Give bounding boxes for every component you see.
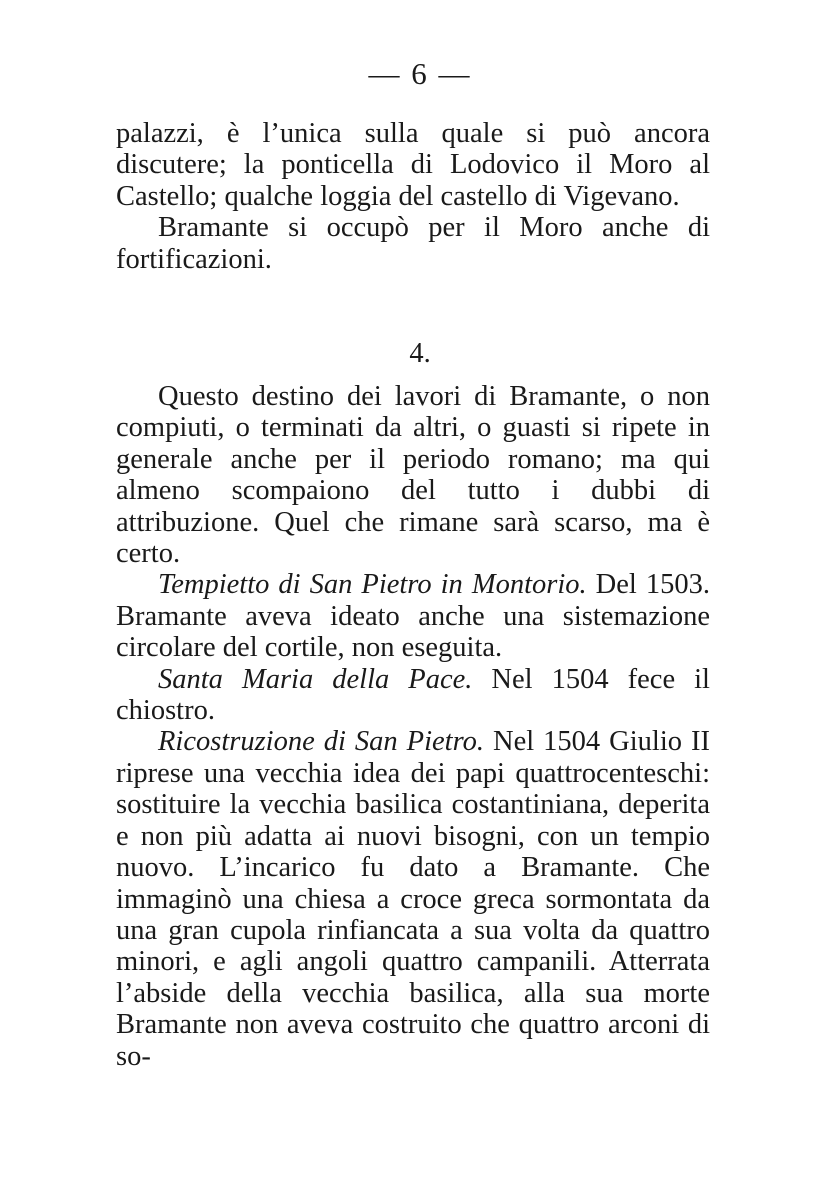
paragraph-destino: Questo destino dei lavori di Bramante, o non compiuti, o terminati da altri, o guasti si ripete in generale anche per il periodo romano; ma qui almeno scompaiono del tutto i dubbi di attribuzione. Quel che rimane sarà scarso, ma è certo.	[116, 381, 710, 570]
paragraph-ricostruzione	[116, 726, 710, 1071]
paragraph-continuation: palazzi, è l’unica sulla quale si può ancora discutere; la ponticella di Lodovico il Moro al Castello; qualche loggia del castello di Vigevano.	[116, 118, 710, 212]
paragraph-santa-maria-text: Nel 1504 fece il chiostro.	[116, 663, 710, 727]
work-title-tempietto: Tempietto di San Pietro in Montorio.	[158, 569, 587, 601]
text-block-lower	[116, 381, 710, 1072]
paragraph-santa-maria	[116, 664, 710, 727]
work-title-santa-maria: Santa Maria della Pace.	[158, 663, 473, 695]
page-number: — 6 —	[368, 56, 472, 91]
paragraph-fortificazioni: Bramante si occupò per il Moro anche di fortificazioni.	[116, 212, 710, 275]
work-title-ricostruzione: Ricostruzione di San Pietro.	[158, 726, 484, 758]
section-number: 4.	[409, 338, 431, 369]
text-block-upper	[116, 118, 710, 275]
paragraph-tempietto-text: Del 1503. Bramante aveva ideato anche una sistemazione circolare del cortile, non eseguita.	[116, 569, 710, 664]
paragraph-tempietto	[116, 569, 710, 663]
paragraph-ricostruzione-text: Nel 1504 Giulio II riprese una vecchia idea dei papi quattrocenteschi: sostituire la vecchia basilica costantiniana, deperita e non più adatta ai nuovi bisogni, con un tempio nuovo. L’incarico fu dato a Bramante. Che immaginò una chiesa a croce greca sormontata da una gran cupola rinfiancata a sua volta da quattro minori, e agli angoli quattro campanili. Atterrata l’abside della vecchia basilica, alla sua morte Bramante non aveva costruito che quattro arconi di so-	[116, 726, 711, 1072]
